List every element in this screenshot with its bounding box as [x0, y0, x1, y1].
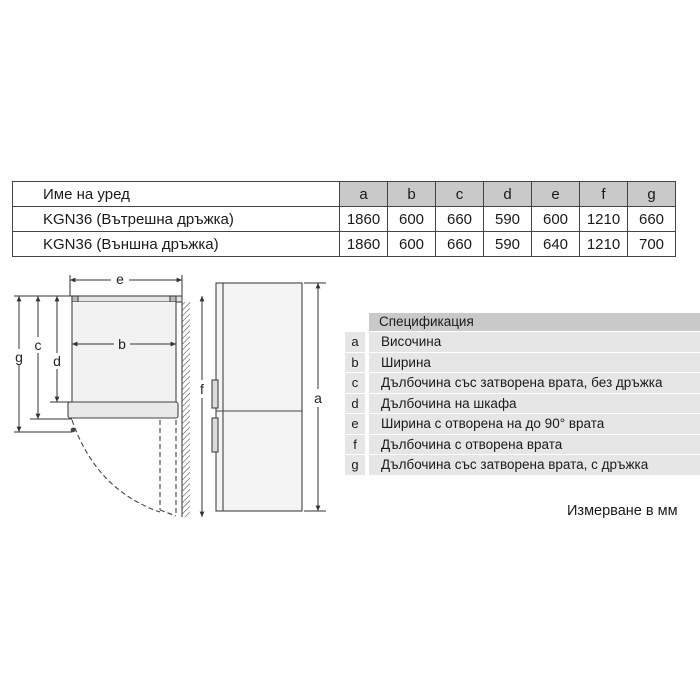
upper-handle	[212, 380, 218, 408]
lower-handle	[212, 418, 218, 452]
fridge-body	[216, 283, 302, 511]
cell-a: 1860	[340, 232, 388, 257]
cell-d: 590	[484, 207, 532, 232]
wall-hatching	[182, 302, 190, 517]
spec-key: e	[345, 414, 365, 434]
unit-note: Измерване в мм	[567, 503, 678, 519]
header-c: c	[436, 182, 484, 207]
header-b: b	[388, 182, 436, 207]
spec-title: Спецификация	[379, 314, 474, 329]
cell-e: 640	[532, 232, 580, 257]
label-e: e	[116, 271, 124, 287]
header-appliance-name: Име на уред	[13, 182, 340, 207]
cell-g: 700	[628, 232, 676, 257]
label-g: g	[15, 349, 23, 365]
spec-key: d	[345, 394, 365, 414]
list-item	[345, 414, 700, 435]
label-b: b	[118, 336, 126, 352]
spec-desc: Височина	[369, 332, 700, 352]
list-item	[345, 373, 700, 394]
cabinet-body	[72, 302, 176, 406]
row-appliance-name: KGN36 (Външна дръжка)	[13, 232, 340, 257]
door-swing-arc	[72, 420, 160, 512]
spec-key: b	[345, 353, 365, 373]
side-view	[212, 283, 302, 511]
header-a: a	[340, 182, 388, 207]
cell-f: 1210	[580, 232, 628, 257]
header-e: e	[532, 182, 580, 207]
dimension-d	[49, 296, 72, 402]
door	[68, 402, 178, 418]
list-item	[345, 353, 700, 374]
cell-c: 660	[436, 207, 484, 232]
dimension-drawing	[0, 262, 340, 522]
header-f: f	[580, 182, 628, 207]
spec-key: g	[345, 455, 365, 475]
dimension-a	[304, 283, 326, 511]
table-row	[13, 232, 676, 257]
header-d: d	[484, 182, 532, 207]
dimensions-table	[12, 181, 676, 257]
list-item	[345, 455, 700, 476]
top-view	[68, 296, 190, 517]
cell-d: 590	[484, 232, 532, 257]
label-d: d	[53, 353, 61, 369]
list-item	[345, 435, 700, 456]
dimension-e	[70, 271, 182, 296]
label-f: f	[200, 381, 204, 397]
spec-desc: Дълбочина на шкафа	[369, 394, 700, 414]
dimension-f	[194, 296, 210, 517]
table-row	[13, 207, 676, 232]
spec-desc: Дълбочина със затворена врата, без дръжка	[369, 373, 700, 393]
table-header-row	[13, 182, 676, 207]
cell-c: 660	[436, 232, 484, 257]
label-a: a	[314, 390, 322, 406]
list-item	[345, 394, 700, 415]
spec-key: a	[345, 332, 365, 352]
list-item	[345, 332, 700, 353]
spec-desc: Ширина	[369, 353, 700, 373]
cell-g: 660	[628, 207, 676, 232]
cell-e: 600	[532, 207, 580, 232]
row-appliance-name: KGN36 (Вътрешна дръжка)	[13, 207, 340, 232]
back-rail	[72, 296, 182, 302]
spec-desc: Ширина с отворена на до 90° врата	[369, 414, 700, 434]
spec-header	[345, 313, 700, 332]
cell-f: 1210	[580, 207, 628, 232]
spec-key: c	[345, 373, 365, 393]
header-g: g	[628, 182, 676, 207]
spec-desc: Дълбочина с отворена врата	[369, 435, 700, 455]
cell-b: 600	[388, 232, 436, 257]
cell-b: 600	[388, 207, 436, 232]
label-c: c	[34, 337, 42, 353]
cell-a: 1860	[340, 207, 388, 232]
spec-desc: Дълбочина със затворена врата, с дръжка	[369, 455, 700, 475]
spec-key: f	[345, 435, 365, 455]
specification-legend	[345, 313, 700, 476]
